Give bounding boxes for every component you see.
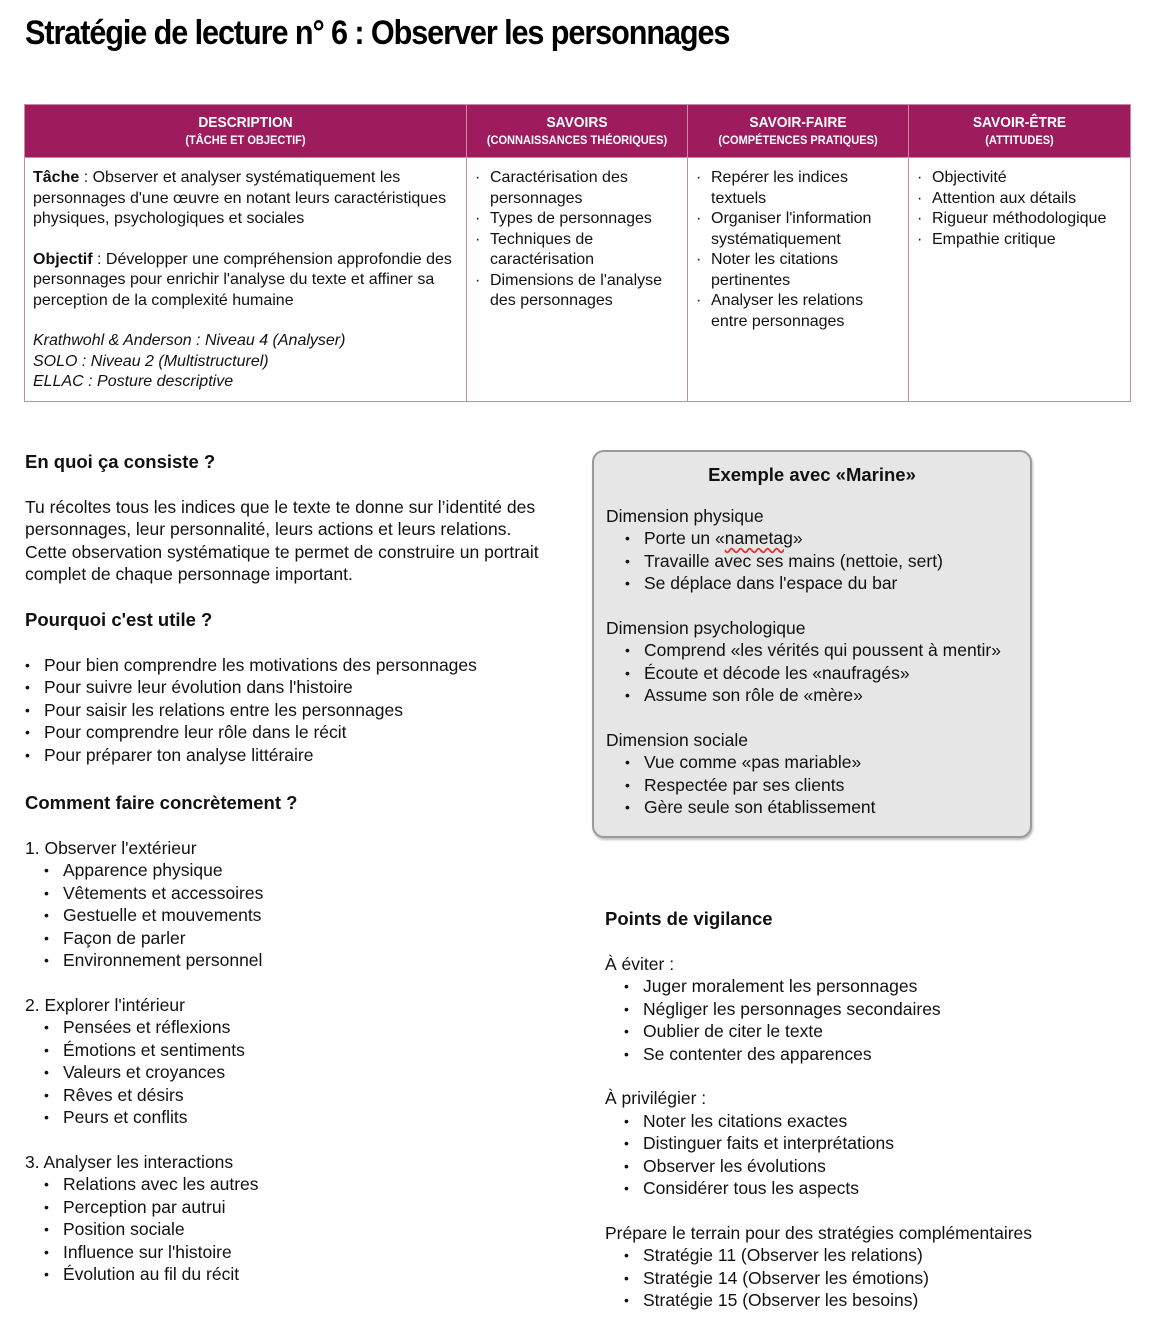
- list-item: • Négliger les personnages secondaires: [605, 998, 1065, 1021]
- list-item: • Noter les citations exactes: [605, 1110, 1065, 1133]
- section-utile: [25, 609, 565, 766]
- list-item: • Pour comprendre leur rôle dans le récit: [25, 721, 565, 744]
- related-strategies: Prépare le terrain pour des stratégies complémentaires • Stratégie 11 (Observer les relations) • Stratégie 14 (Observer les émotions) • Stratégie 15 (Observer les besoins): [605, 1222, 1065, 1312]
- example-box: [592, 450, 1032, 838]
- list-item: • Considérer tous les aspects: [605, 1177, 1065, 1200]
- list-item: • Gestuelle et mouvements: [25, 904, 565, 927]
- list-item: • Rêves et désirs: [25, 1084, 565, 1107]
- objective-paragraph: Objectif : Développer une compréhension approfondie des personnages pour enrichir l'analyse du texte et affiner sa perception de la complexité humaine: [33, 250, 452, 309]
- header-savoirs: SAVOIRS (CONNAISSANCES THÉORIQUES): [467, 105, 688, 158]
- list-item: • Peurs et conflits: [25, 1106, 565, 1129]
- spellcheck-underline: nametag: [724, 528, 793, 548]
- list-item: · Dimensions de l'analyse des personnages: [475, 271, 679, 312]
- list-item: · Attention aux détails: [917, 189, 1122, 210]
- header-savoir-faire: SAVOIR-FAIRE (COMPÉTENCES PRATIQUES): [688, 105, 909, 158]
- step-2: 2. Explorer l'intérieur • Pensées et réflexions • Émotions et sentiments • Valeurs et croyances • Rêves et désirs • Peurs et conflits: [25, 994, 565, 1129]
- list-item: • Stratégie 15 (Observer les besoins): [605, 1289, 1065, 1312]
- list-item: · Analyser les relations entre personnages: [696, 291, 900, 332]
- section-consiste: [25, 451, 545, 586]
- list-item: • Pour suivre leur évolution dans l'histoire: [25, 676, 565, 699]
- list-item: • Pensées et réflexions: [25, 1016, 565, 1039]
- section-heading: Points de vigilance: [605, 908, 773, 929]
- list-item: · Types de personnages: [475, 209, 679, 230]
- list-item: · Techniques de caractérisation: [475, 230, 679, 271]
- dimension-psychologique: Dimension psychologique • Comprend «les vérités qui poussent à mentir» • Écoute et décode les «naufragés» • Assume son rôle de «mère»: [606, 617, 1018, 707]
- section-heading: En quoi ça consiste ?: [25, 451, 216, 472]
- section-heading: Comment faire concrètement ?: [25, 792, 298, 813]
- taxonomy-levels: Krathwohl & Anderson : Niveau 4 (Analyser) SOLO : Niveau 2 (Multistructurel) ELLAC : Posture descriptive: [33, 332, 346, 390]
- list-item: • Comprend «les vérités qui poussent à mentir»: [606, 639, 1018, 662]
- list-item: • Émotions et sentiments: [25, 1039, 565, 1062]
- avoid-group: À éviter : • Juger moralement les personnages • Négliger les personnages secondaires • Oublier de citer le texte • Se contenter des apparences: [605, 953, 1065, 1066]
- list-item: · Caractérisation des personnages: [475, 168, 679, 209]
- section-heading: Pourquoi c'est utile ?: [25, 609, 213, 630]
- list-item: · Empathie critique: [917, 230, 1122, 251]
- list-item: • Observer les évolutions: [605, 1155, 1065, 1178]
- strategy-table: [24, 104, 1131, 402]
- list-item: • Stratégie 14 (Observer les émotions): [605, 1267, 1065, 1290]
- list-item: · Organiser l'information systématiquement: [696, 209, 900, 250]
- savoirs-cell: [467, 158, 688, 402]
- list-item: • Gère seule son établissement: [606, 796, 1018, 819]
- list-item: • Valeurs et croyances: [25, 1061, 565, 1084]
- header-description: DESCRIPTION (TÂCHE ET OBJECTIF): [25, 105, 467, 158]
- list-item: • Pour préparer ton analyse littéraire: [25, 744, 565, 767]
- list-item: • Pour bien comprendre les motivations des personnages: [25, 654, 565, 677]
- list-item: • Influence sur l'histoire: [25, 1241, 565, 1264]
- list-item: • Évolution au fil du récit: [25, 1263, 565, 1286]
- dimension-sociale: Dimension sociale • Vue comme «pas mariable» • Respectée par ses clients • Gère seule son établissement: [606, 729, 1018, 819]
- list-item: • Environnement personnel: [25, 949, 565, 972]
- header-savoir-etre: SAVOIR-ÊTRE (ATTITUDES): [909, 105, 1131, 158]
- section-text: Tu récoltes tous les indices que le texte te donne sur l’identité des personnages, leur personnalité, leurs actions et leurs relations. Cette observation systématique te permet de construire un portrait complet de chaque personnage important.: [25, 496, 539, 584]
- list-item: · Noter les citations pertinentes: [696, 250, 900, 291]
- list-item: • Vêtements et accessoires: [25, 882, 565, 905]
- savoir-faire-cell: [688, 158, 909, 402]
- savoir-etre-cell: [909, 158, 1131, 402]
- section-vigilance: [605, 908, 1065, 1312]
- list-item: • Assume son rôle de «mère»: [606, 684, 1018, 707]
- list-item: • Travaille avec ses mains (nettoie, sert): [606, 550, 1018, 573]
- page-title: Stratégie de lecture n° 6 : Observer les personnages: [25, 14, 730, 52]
- list-item: • Façon de parler: [25, 927, 565, 950]
- list-item: • Écoute et décode les «naufragés»: [606, 662, 1018, 685]
- list-item: • Position sociale: [25, 1218, 565, 1241]
- list-item: • Apparence physique: [25, 859, 565, 882]
- description-cell: [25, 158, 467, 402]
- list-item: • Stratégie 11 (Observer les relations): [605, 1244, 1065, 1267]
- list-item: • Oublier de citer le texte: [605, 1020, 1065, 1043]
- list-item: • Distinguer faits et interprétations: [605, 1132, 1065, 1155]
- list-item: • Se contenter des apparences: [605, 1043, 1065, 1066]
- example-title: Exemple avec «Marine»: [708, 464, 916, 485]
- list-item: • Vue comme «pas mariable»: [606, 751, 1018, 774]
- list-item: • Porte un «nametag»: [606, 527, 1018, 550]
- step-1: 1. Observer l'extérieur • Apparence physique • Vêtements et accessoires • Gestuelle et mouvements • Façon de parler • Environnement personnel: [25, 837, 565, 972]
- dimension-physique: Dimension physique • Porte un «nametag» • Travaille avec ses mains (nettoie, sert) • Se déplace dans l'espace du bar: [606, 505, 1018, 595]
- step-3: 3. Analyser les interactions • Relations avec les autres • Perception par autrui • Position sociale • Influence sur l'histoire • Évolution au fil du récit: [25, 1151, 565, 1286]
- list-item: • Juger moralement les personnages: [605, 975, 1065, 998]
- list-item: • Relations avec les autres: [25, 1173, 565, 1196]
- list-item: · Rigueur méthodologique: [917, 209, 1122, 230]
- section-comment: [25, 792, 565, 1286]
- list-item: • Se déplace dans l'espace du bar: [606, 572, 1018, 595]
- list-item: • Pour saisir les relations entre les personnages: [25, 699, 565, 722]
- list-item: · Repérer les indices textuels: [696, 168, 900, 209]
- task-paragraph: Tâche : Observer et analyser systématiquement les personnages d'une œuvre en notant leurs caractéristiques physiques, psychologiques et sociales: [33, 169, 447, 227]
- list-item: · Objectivité: [917, 168, 1122, 189]
- list-item: • Respectée par ses clients: [606, 774, 1018, 797]
- prefer-group: À privilégier : • Noter les citations exactes • Distinguer faits et interprétations • Observer les évolutions • Considérer tous les aspects: [605, 1087, 1065, 1200]
- list-item: • Perception par autrui: [25, 1196, 565, 1219]
